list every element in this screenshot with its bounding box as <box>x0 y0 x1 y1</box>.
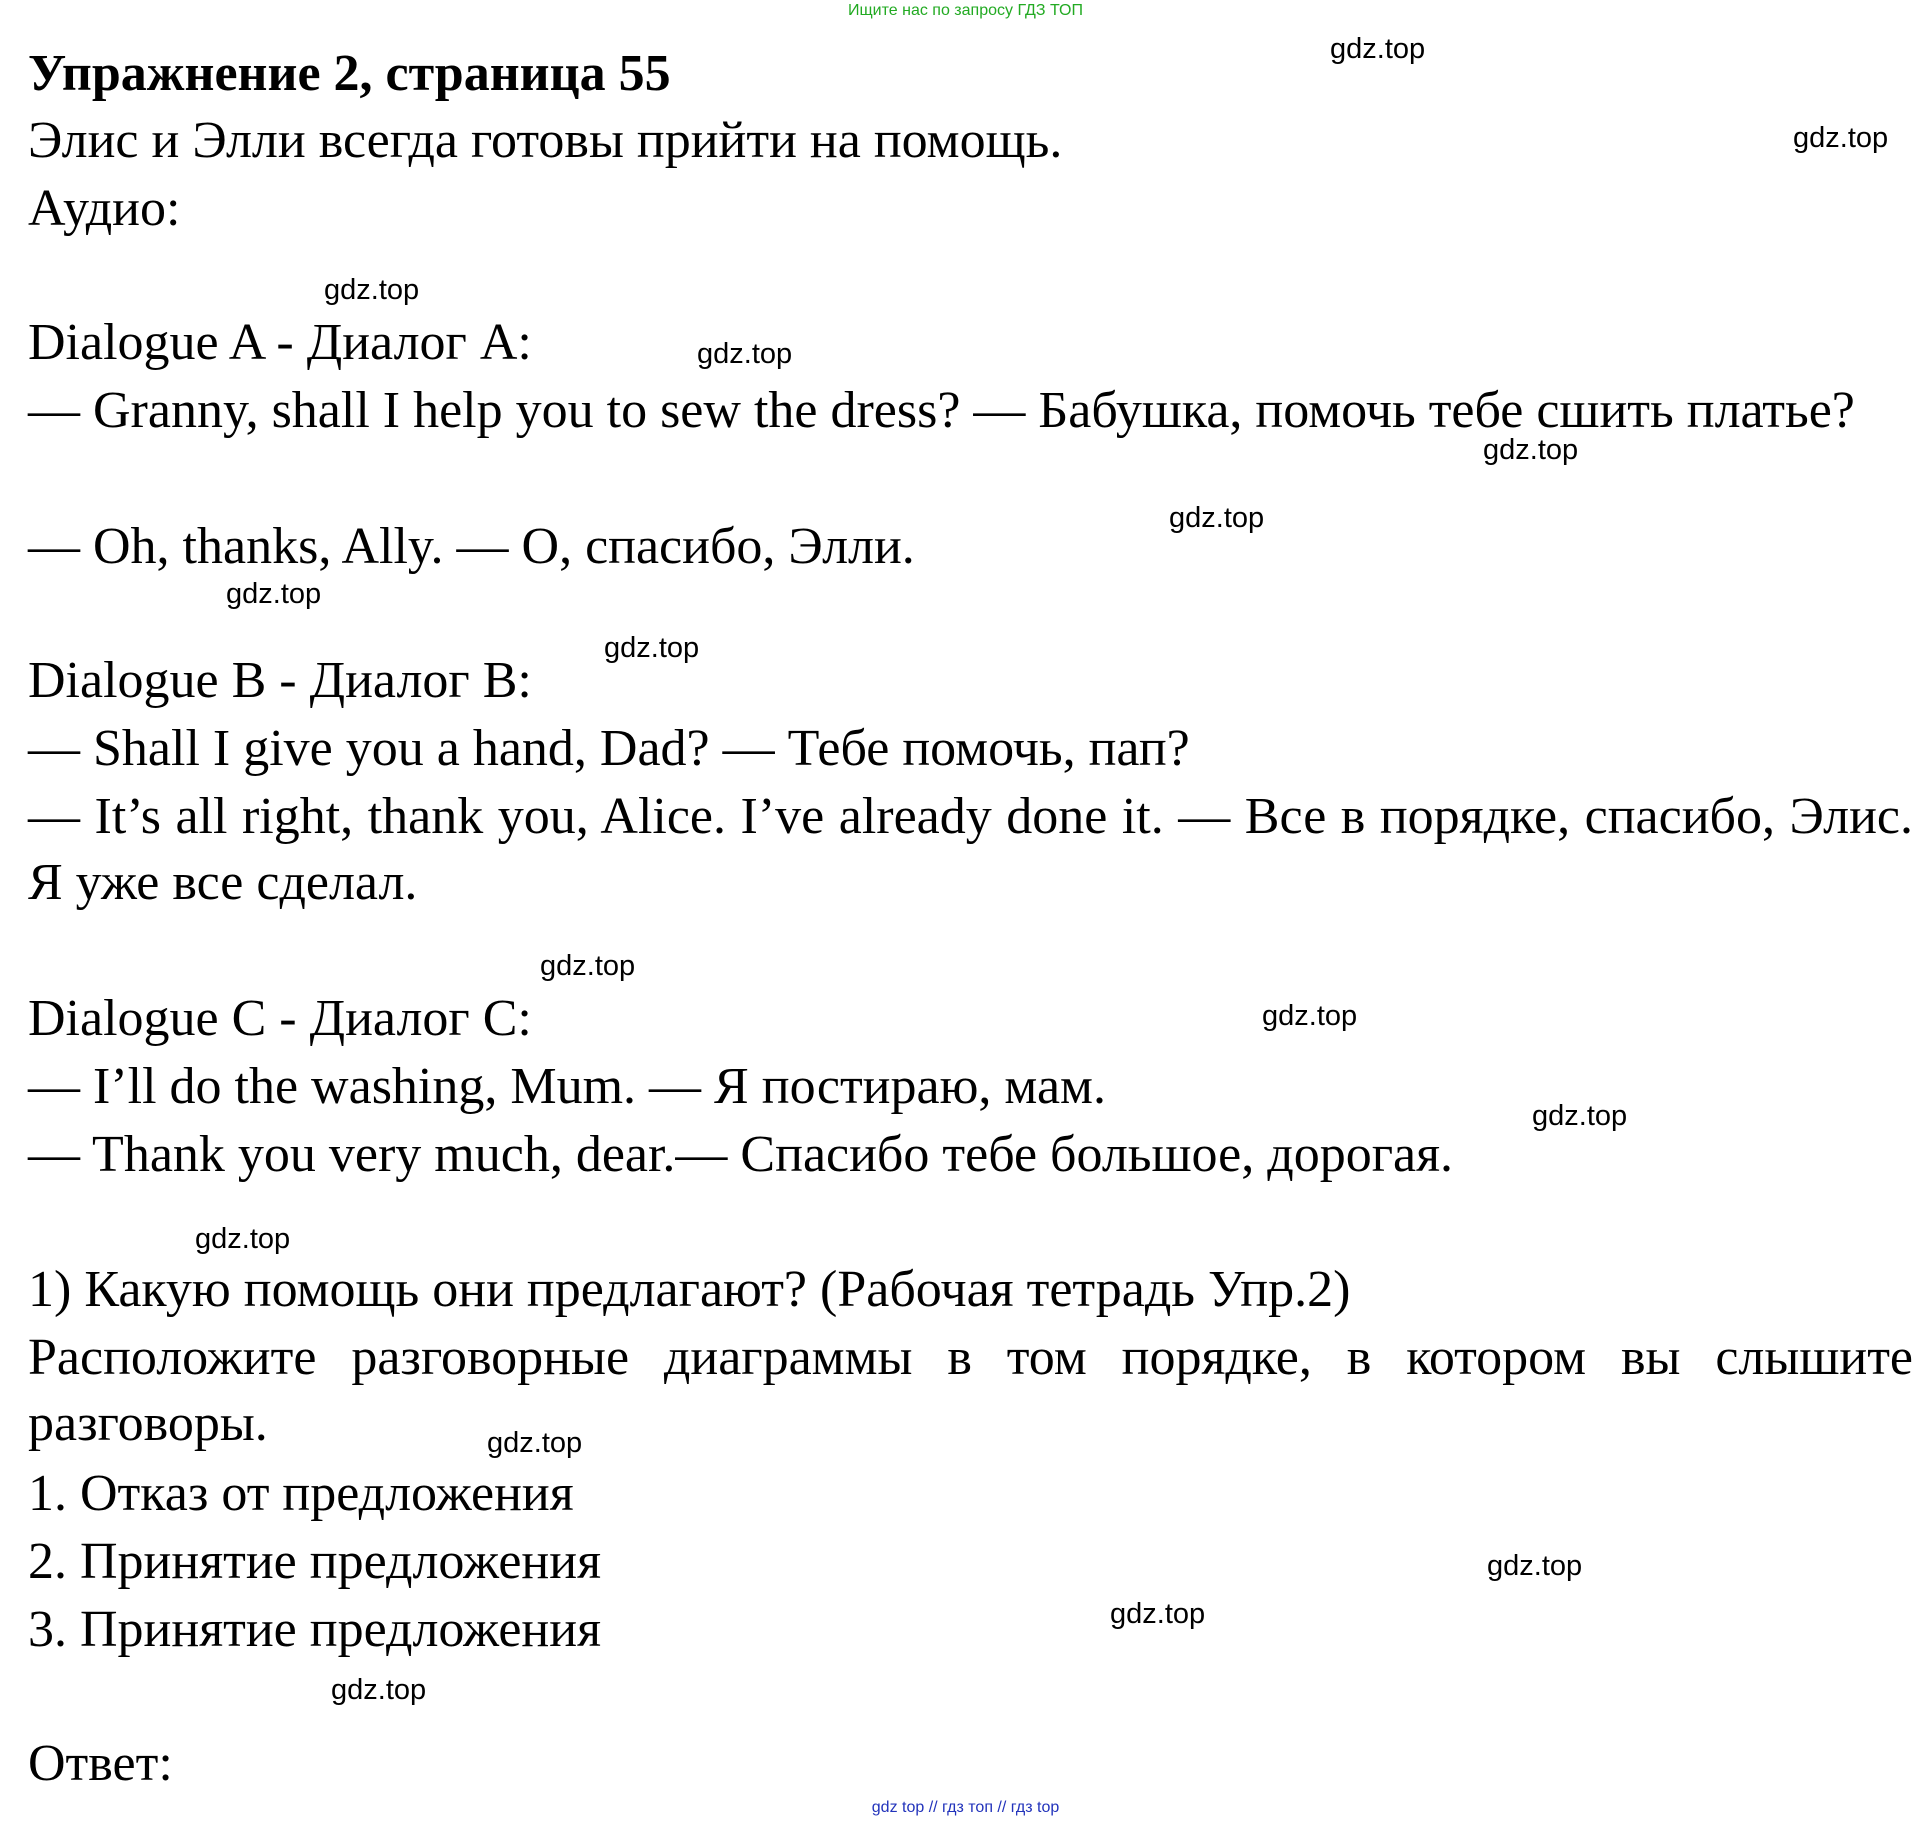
watermark: gdz.top <box>604 632 700 664</box>
dialogue-c-heading: Dialogue C - Диалог C: <box>28 990 532 1047</box>
dialogue-c-line-2: — Thank you very much, dear.— Спасибо тебе большое, дорогая. <box>28 1126 1454 1183</box>
instruction-text: Расположите разговорные диаграммы в том порядке, в котором вы слышите разговоры. <box>28 1329 1913 1452</box>
watermark: gdz.top <box>1330 33 1426 65</box>
watermark: gdz.top <box>1487 1550 1583 1582</box>
answer-label: Ответ: <box>28 1735 173 1792</box>
dialogue-b-heading: Dialogue B - Диалог B: <box>28 652 532 709</box>
watermark: gdz.top <box>487 1427 583 1459</box>
dialogue-a-heading: Dialogue A - Диалог A: <box>28 314 532 371</box>
watermark: gdz.top <box>540 950 636 982</box>
question-text: 1) Какую помощь они предлагают? (Рабочая тетрадь Упр.2) <box>28 1261 1351 1318</box>
watermark: gdz.top <box>324 274 420 306</box>
audio-label: Аудио: <box>28 180 181 237</box>
list-item: 1. Отказ от предложения <box>28 1465 574 1522</box>
footer-links[interactable]: gdz top // гдз топ // гдз top <box>871 1799 1060 1816</box>
dialogue-a-line-2: — Oh, thanks, Ally. — О, спасибо, Элли. <box>28 518 915 575</box>
dialogue-b-line-1: — Shall I give you a hand, Dad? — Тебе помочь, пап? <box>28 720 1190 777</box>
dialogue-a-line-1: — Granny, shall I help you to sew the dress? — Бабушка, помочь тебе сшить платье? <box>28 382 1855 439</box>
watermark: gdz.top <box>1483 434 1579 466</box>
watermark: gdz.top <box>1262 1000 1358 1032</box>
watermark: gdz.top <box>1793 122 1889 154</box>
watermark: gdz.top <box>697 338 793 370</box>
watermark: gdz.top <box>331 1674 427 1706</box>
watermark: gdz.top <box>195 1223 291 1255</box>
dialogue-b-line-2: — It’s all right, thank you, Alice. I’ve already done it. — Все в порядке, спасибо, Элис. Я уже все сделал. <box>28 788 1913 911</box>
list-item: 2. Принятие предложения <box>28 1533 601 1590</box>
watermark: gdz.top <box>226 578 322 610</box>
watermark: gdz.top <box>1532 1100 1628 1132</box>
page-title: Упражнение 2, страница 55 <box>28 45 671 102</box>
watermark: gdz.top <box>1110 1598 1206 1630</box>
watermark: gdz.top <box>1169 502 1265 534</box>
top-banner-link[interactable]: Ищите нас по запросу ГДЗ ТОП <box>848 2 1083 19</box>
dialogue-c-line-1: — I’ll do the washing, Mum. — Я постираю, мам. <box>28 1058 1106 1115</box>
intro-text: Элис и Элли всегда готовы прийти на помощь. <box>28 112 1063 169</box>
list-item: 3. Принятие предложения <box>28 1601 601 1658</box>
